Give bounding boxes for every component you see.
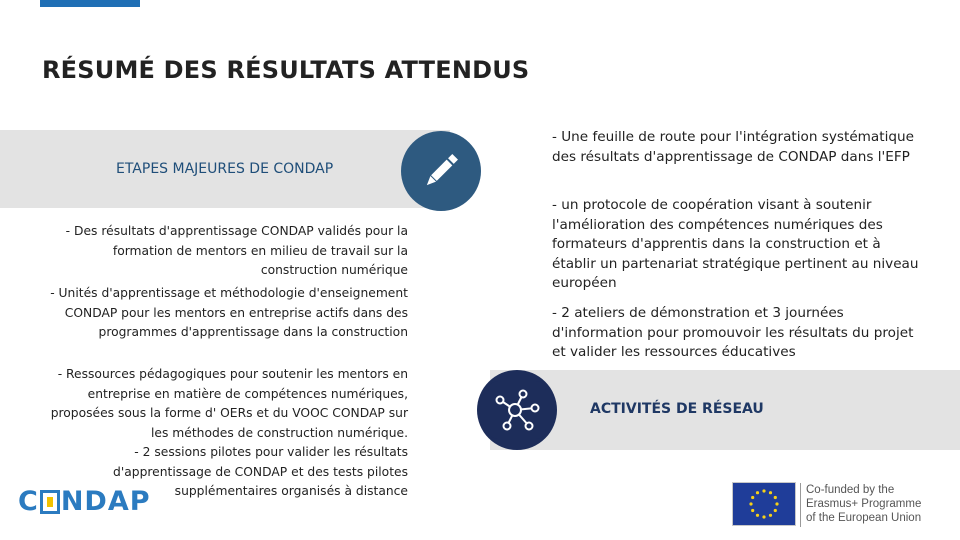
eu-text-line-2: Erasmus+ Programme	[806, 498, 922, 510]
logo-letter-c: C	[18, 486, 39, 517]
condap-logo	[18, 486, 151, 517]
left-bullet-2: - Unités d'apprentissage et méthodologie d'enseignement CONDAP pour les mentors en entreprise actifs dans des programmes d'apprentissage dans la construction	[50, 286, 408, 339]
pencil-icon	[401, 131, 481, 211]
left-bullet-3: - Ressources pédagogiques pour soutenir les mentors en entreprise en matière de compétences numériques, proposées sous la forme d' OERs et du VOOC CONDAP sur les méthodes de construction numérique.	[50, 367, 408, 440]
eu-flag-icon	[732, 482, 796, 526]
eu-cofunding-badge	[732, 482, 932, 526]
right-bullet-1: - Une feuille de route pour l'intégration systématique des résultats d'apprentissage de CONDAP dans l'EFP	[552, 129, 914, 165]
page-title: RÉSUMÉ DES RÉSULTATS ATTENDUS	[42, 56, 530, 84]
eu-text-line-1: Co-funded by the	[806, 484, 895, 496]
left-bullet-4: - 2 sessions pilotes pour valider les résultats d'apprentissage de CONDAP et des tests pilotes supplémentaires organisés à distance	[113, 445, 408, 498]
eu-text-line-3: of the European Union	[806, 512, 922, 524]
logo-letters-ndap: NDAP	[60, 486, 151, 517]
network-icon	[477, 370, 557, 450]
right-bullet-3: - 2 ateliers de démonstration et 3 journées d'information pour promouvoir les résultats du projet et valider les ressources éducatives	[552, 305, 914, 360]
eu-badge-divider	[800, 483, 801, 527]
logo-o-mark	[40, 490, 60, 514]
right-bullet-2: - un protocole de coopération visant à soutenir l'amélioration des compétences numériques des formateurs d'apprentis dans la construction et à établir un partenariat stratégique pertinent au niveau européen	[552, 197, 919, 291]
eu-cofunding-text	[806, 483, 921, 525]
left-section-label: ETAPES MAJEURES DE CONDAP	[116, 161, 334, 177]
right-section-label: ACTIVITÉS DE RÉSEAU	[590, 401, 764, 417]
left-bullet-1: - Des résultats d'apprentissage CONDAP validés pour la formation de mentors en milieu de travail sur la construction numérique	[65, 224, 408, 277]
top-accent-bar	[40, 0, 140, 7]
